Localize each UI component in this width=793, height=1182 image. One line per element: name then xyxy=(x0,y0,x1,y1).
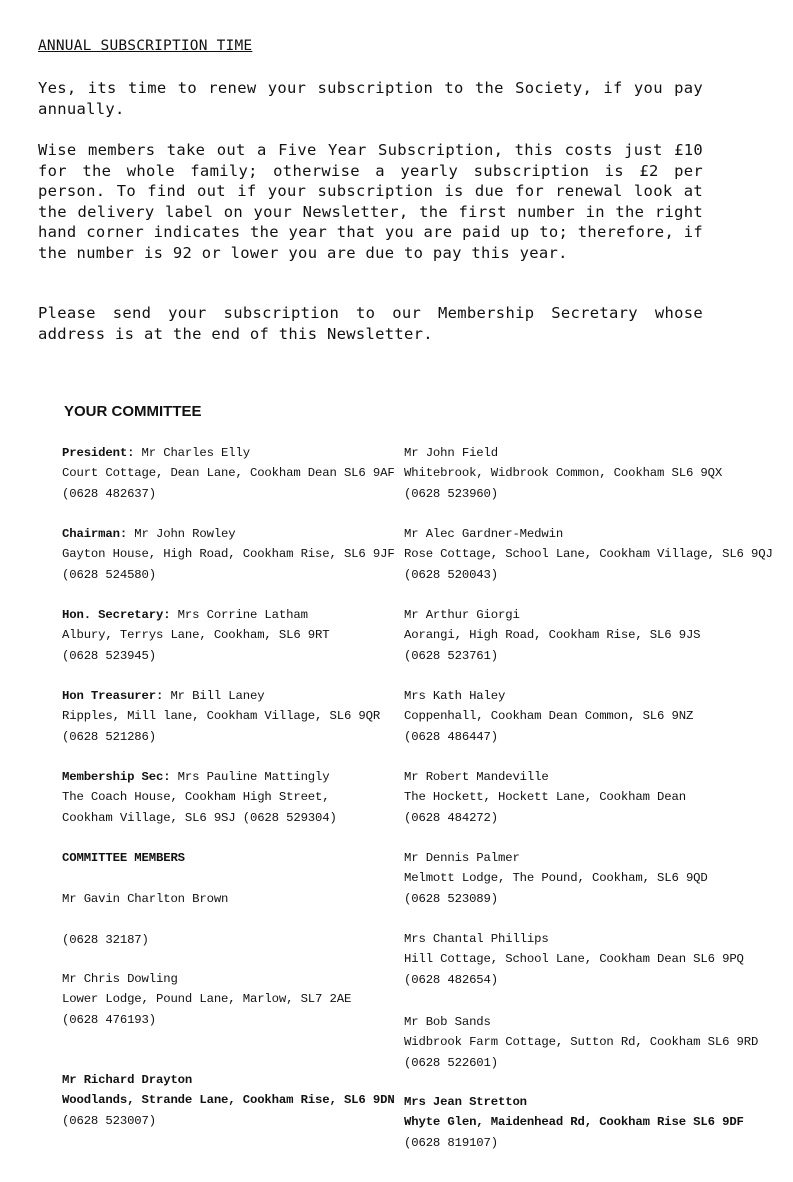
committee-entry-secretary xyxy=(62,605,330,666)
committee-entry-stretton xyxy=(404,1092,744,1153)
member-name: Mr Dennis Palmer xyxy=(404,851,520,865)
member-address: Hill Cottage, School Lane, Cookham Dean SL6 9PQ xyxy=(404,952,744,967)
committee-entry-sands xyxy=(404,1012,758,1073)
member-phone: (0628 523945) xyxy=(62,648,156,663)
committee-entry-haley xyxy=(404,686,693,747)
committee-members-label: COMMITTEE MEMBERS xyxy=(62,851,185,865)
member-address: Whitebrook, Widbrook Common, Cookham SL6 9QX xyxy=(404,466,723,481)
member-address: Rose Cottage, School Lane, Cookham Village, SL6 9QJ xyxy=(404,547,773,562)
committee-entry-mandeville xyxy=(404,767,686,828)
member-address: Lower Lodge, Pound Lane, Marlow, SL7 2AE xyxy=(62,992,352,1007)
member-phone: (0628 520043) xyxy=(404,567,498,582)
member-phone: (0628 819107) xyxy=(404,1135,498,1150)
subscription-paragraph-3: Please send your subscription to our Membership Secretary whose address is at the end of this Newsletter. xyxy=(38,304,703,343)
committee-entry-palmer xyxy=(404,848,708,909)
member-name: Mrs Chantal Phillips xyxy=(404,932,549,946)
member-address: Melmott Lodge, The Pound, Cookham, SL6 9QD xyxy=(404,871,708,886)
member-name: Mrs Corrine Latham xyxy=(170,608,308,622)
member-address: The Hockett, Hockett Lane, Cookham Dean xyxy=(404,790,686,805)
member-phone: (0628 522601) xyxy=(404,1055,498,1070)
committee-entry-brown-phone xyxy=(62,930,149,950)
member-name: Mr Gavin Charlton Brown xyxy=(62,892,229,906)
subscription-paragraph-2: Wise members take out a Five Year Subscription, this costs just £10 for the whole family; otherwise a yearly subscription is £2 per person. To find out if your subscription is due for renewal look at the delivery label on your Newsletter, the first number in the right hand corner indicates the year that you are paid up to; therefore, if the number is 92 or lower you are due to pay this year. xyxy=(38,141,703,262)
committee-entry-president xyxy=(62,443,395,504)
member-phone: (0628 524580) xyxy=(62,567,156,582)
member-phone: (0628 486447) xyxy=(404,729,498,744)
member-phone: (0628 523089) xyxy=(404,891,498,906)
committee-heading: YOUR COMMITTEE xyxy=(64,403,202,420)
committee-entry-drayton xyxy=(62,1070,395,1131)
member-name: Mr Bill Laney xyxy=(163,689,265,703)
member-address: Coppenhall, Cookham Dean Common, SL6 9NZ xyxy=(404,709,694,724)
role-label: Hon Treasurer: xyxy=(62,689,164,703)
member-name: Mr John Field xyxy=(404,446,498,460)
member-name: Mrs Pauline Mattingly xyxy=(170,770,330,784)
committee-entry-brown xyxy=(62,889,228,909)
member-phone: (0628 523761) xyxy=(404,648,498,663)
committee-entry-field xyxy=(404,443,722,504)
member-address: Court Cottage, Dean Lane, Cookham Dean SL6 9AF xyxy=(62,466,395,481)
member-name: Mr Bob Sands xyxy=(404,1015,491,1029)
role-label: Chairman: xyxy=(62,527,128,541)
member-phone: (0628 482654) xyxy=(404,972,498,987)
member-phone: (0628 482637) xyxy=(62,486,156,501)
committee-entry-membership-sec xyxy=(62,767,337,828)
member-name: Mr Robert Mandeville xyxy=(404,770,549,784)
member-address: Albury, Terrys Lane, Cookham, SL6 9RT xyxy=(62,628,330,643)
member-address: Ripples, Mill lane, Cookham Village, SL6 9QR xyxy=(62,709,381,724)
member-phone: (0628 32187) xyxy=(62,933,149,947)
member-phone: (0628 484272) xyxy=(404,810,498,825)
member-address-2: Cookham Village, SL6 9SJ (0628 529304) xyxy=(62,810,337,825)
member-address: Gayton House, High Road, Cookham Rise, SL6 9JF xyxy=(62,547,395,562)
member-phone: (0628 523960) xyxy=(404,486,498,501)
committee-entry-dowling xyxy=(62,969,351,1030)
member-name: Mr Richard Drayton xyxy=(62,1073,193,1087)
subscription-heading: ANNUAL SUBSCRIPTION TIME xyxy=(38,38,253,54)
member-name: Mr John Rowley xyxy=(127,527,236,541)
member-name: Mr Alec Gardner-Medwin xyxy=(404,527,564,541)
role-label: Hon. Secretary: xyxy=(62,608,171,622)
member-name: Mr Chris Dowling xyxy=(62,972,178,986)
committee-entry-gardner-medwin xyxy=(404,524,773,585)
member-address: Widbrook Farm Cottage, Sutton Rd, Cookham SL6 9RD xyxy=(404,1035,759,1050)
subscription-paragraph-1: Yes, its time to renew your subscription to the Society, if you pay annually. xyxy=(38,79,703,118)
member-address: Woodlands, Strande Lane, Cookham Rise, SL6 9DN xyxy=(62,1093,395,1108)
member-address: Whyte Glen, Maidenhead Rd, Cookham Rise SL6 9DF xyxy=(404,1115,744,1130)
member-name: Mrs Kath Haley xyxy=(404,689,506,703)
member-name: Mr Arthur Giorgi xyxy=(404,608,520,622)
role-label: President: xyxy=(62,446,135,460)
member-phone: (0628 521286) xyxy=(62,729,156,744)
member-name: Mrs Jean Stretton xyxy=(404,1095,527,1109)
committee-entry-treasurer xyxy=(62,686,380,747)
member-address: Aorangi, High Road, Cookham Rise, SL6 9JS xyxy=(404,628,701,643)
committee-entry-giorgi xyxy=(404,605,700,666)
member-address: The Coach House, Cookham High Street, xyxy=(62,790,330,805)
member-phone: (0628 476193) xyxy=(62,1012,156,1027)
member-name: Mr Charles Elly xyxy=(134,446,250,460)
committee-entry-phillips xyxy=(404,929,744,990)
role-label: Membership Sec: xyxy=(62,770,171,784)
committee-entry-chairman xyxy=(62,524,395,585)
member-phone: (0628 523007) xyxy=(62,1113,156,1128)
